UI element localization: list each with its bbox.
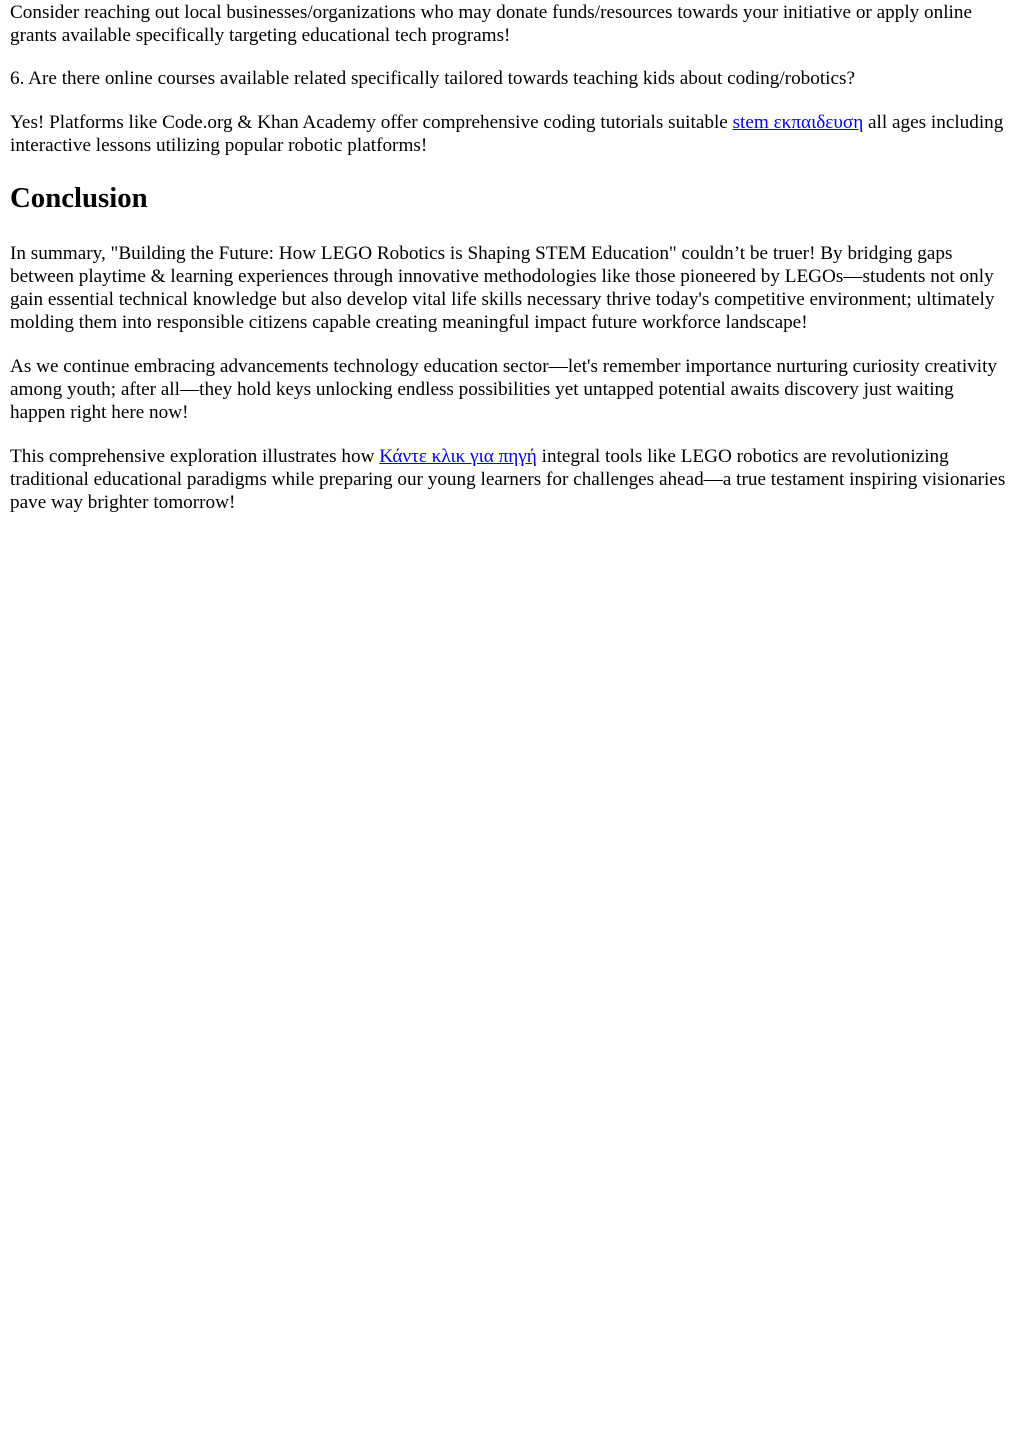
faq-question-6: 6. Are there online courses available related specifically tailored towards teaching kids about coding/robotics? [10, 68, 856, 89]
funding-paragraph: Consider reaching out local businesses/organizations who may donate funds/resources towards your initiative or apply online grants available specifically targeting educational tech programs! [10, 2, 972, 46]
summary-paragraph: In summary, "Building the Future: How LEGO Robotics is Shaping STEM Education" couldn’t be truer! By bridging gaps between playtime & learning experiences through innovative methodologies like those pioneered by LEGOs—students not only gain essential technical knowledge but also develop vital life skills necessary thrive today's competitive environment; ultimately molding them into responsible citizens capable creating meaningful impact future workforce landscape! [10, 243, 995, 333]
conclusion-heading: Conclusion [10, 182, 148, 214]
source-link[interactable]: Κάντε κλικ για πηγή [379, 446, 537, 467]
continue-paragraph: As we continue embracing advancements technology education sector—let's remember importance nurturing curiosity creativity among youth; after all—they hold keys unlocking endless possibilities yet untapped potential awaits discovery just waiting happen right here now! [10, 356, 998, 423]
faq-answer-6-text-end: all ages including interactive lessons utilizing popular robotic platforms! [10, 112, 1004, 156]
final-paragraph [10, 445, 1013, 514]
stem-education-link[interactable]: stem εκπαιδευση [732, 112, 864, 133]
article-body [0, 1, 1024, 514]
faq-answer-6 [10, 111, 1013, 157]
final-paragraph-text-end: integral tools like LEGO robotics are revolutionizing traditional educational paradigms while preparing our young learners for challenges ahead—a true testament inspiring visionaries pave way brighter tomorrow! [10, 446, 1006, 513]
faq-answer-6-text-start: Yes! Platforms like Code.org & Khan Academy offer comprehensive coding tutorials suitable [10, 112, 733, 133]
final-paragraph-text-start: This comprehensive exploration illustrates how [10, 446, 380, 467]
